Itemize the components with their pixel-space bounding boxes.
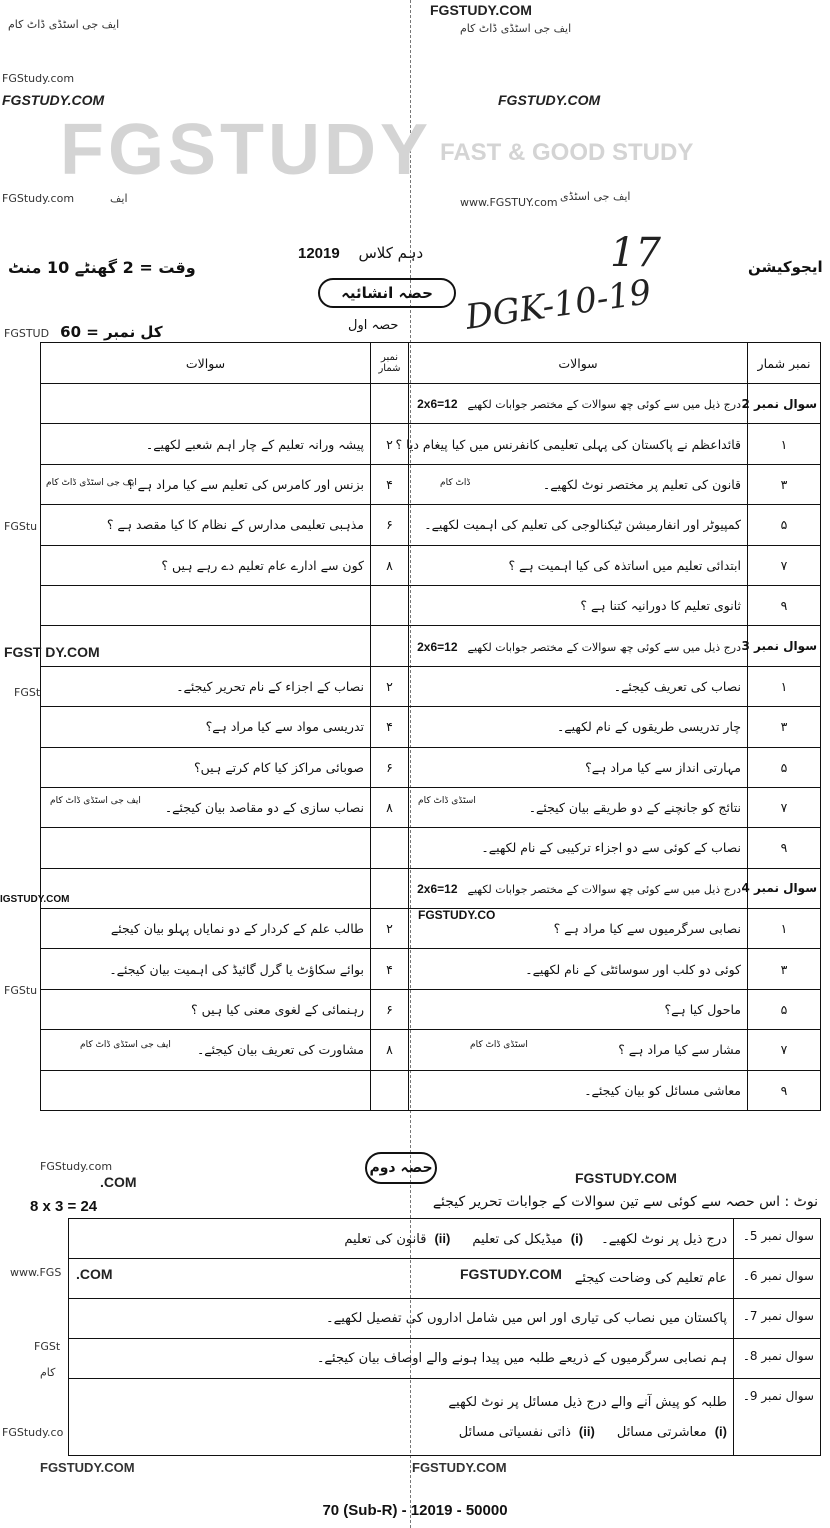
left-number-cell <box>371 868 409 908</box>
question-number: سوال نمبر 8۔ <box>734 1339 821 1379</box>
right-question-number: ۷ <box>748 545 821 585</box>
table-row <box>69 1299 821 1339</box>
watermark-text: www.FGS <box>10 1266 62 1279</box>
question-number: سوال نمبر 7۔ <box>734 1299 821 1339</box>
left-question: نصاب سازی کے دو مقاصد بیان کیجئے۔ <box>41 787 371 827</box>
left-question-cell <box>41 868 371 908</box>
watermark-text: FGSTUDY.COM <box>40 1460 135 1475</box>
table-row <box>41 585 821 625</box>
option-text: قانون کی تعلیم <box>344 1231 427 1247</box>
total-marks: FGSTUD کل نمبر = 60 <box>4 323 163 341</box>
right-question-number: ۵ <box>748 747 821 787</box>
option-number: (i) <box>570 1230 584 1246</box>
part-type-label: حصہ انشائیہ <box>318 278 456 308</box>
section-header-row <box>41 868 821 908</box>
section-instruction-cell <box>409 626 748 666</box>
question-text-cell <box>69 1219 734 1259</box>
option-number: (i) <box>714 1423 727 1439</box>
right-question: قانون کی تعلیم پر مختصر نوٹ لکھیے۔ <box>409 464 748 504</box>
subject-name: ایجوکیشن <box>748 258 823 276</box>
left-question-number: ۶ <box>371 747 409 787</box>
right-question: معاشی مسائل کو بیان کیجئے۔ <box>409 1070 748 1110</box>
question-number: سوال نمبر 9۔ <box>734 1379 821 1456</box>
section-instruction: درج ذیل میں سے کوئی چھ سوالات کے مختصر جوابات لکھیے <box>467 640 741 654</box>
handwritten-number: 17 <box>610 230 661 276</box>
left-question: بزنس اور کامرس کی تعلیم سے کیا مراد ہے ؟ <box>41 464 371 504</box>
table-row <box>41 989 821 1029</box>
left-question-number: ۲ <box>371 424 409 464</box>
right-question-number: ۳ <box>748 707 821 747</box>
right-question-number: ۹ <box>748 828 821 868</box>
right-question-number: ۹ <box>748 585 821 625</box>
watermark-text: FGSTUDY.COM <box>2 92 105 108</box>
watermark-text: اسٹڈی ڈاٹ کام <box>418 796 476 806</box>
left-question <box>41 828 371 868</box>
right-question-number: ۱ <box>748 666 821 706</box>
left-question: پیشہ ورانہ تعلیم کے چار اہم شعبے لکھیے۔ <box>41 424 371 464</box>
left-question-number <box>371 828 409 868</box>
watermark-text: FGST DY.COM <box>4 644 100 660</box>
section-header-row <box>41 626 821 666</box>
left-question: مشاورت کی تعریف بیان کیجئے۔ <box>41 1030 371 1070</box>
left-question-number: ۴ <box>371 707 409 747</box>
right-question: چار تدریسی طریقوں کے نام لکھیے۔ <box>409 707 748 747</box>
part1-questions-table <box>40 342 821 1111</box>
right-question-number: ۹ <box>748 1070 821 1110</box>
question-text-cell <box>69 1259 734 1299</box>
watermark-text: ایف جی اسٹڈی ڈاٹ کام <box>80 1040 171 1050</box>
question-text: ہم نصابی سرگرمیوں کے ذریعے طلبہ میں پیدا ہونے والے اوصاف بیان کیجئے۔ <box>316 1351 727 1366</box>
table-row <box>69 1339 821 1379</box>
watermark-text: اسٹڈی ڈاٹ کام <box>470 1040 528 1050</box>
right-question: نصاب کے کوئی سے دو اجزاء ترکیبی کے نام لکھیے۔ <box>409 828 748 868</box>
handwritten-code: DGK-10-19 <box>463 272 654 338</box>
section-instruction: درج ذیل میں سے کوئی چھ سوالات کے مختصر جوابات لکھیے <box>467 882 741 896</box>
part2-questions-table <box>68 1218 821 1456</box>
header-number-right: نمبر شمار <box>748 343 821 384</box>
section-marks: 2x6=12 <box>417 639 458 654</box>
left-question <box>41 585 371 625</box>
left-question-number: ۸ <box>371 787 409 827</box>
watermark-text: FGSTUDY.COM <box>430 2 532 18</box>
watermark-text: ڈاٹ کام <box>440 478 471 488</box>
question-text-cell <box>69 1299 734 1339</box>
table-row <box>69 1379 821 1456</box>
left-question: مذہبی تعلیمی مدارس کے نظام کا کیا مقصد ہے ؟ <box>41 505 371 545</box>
question-text: طلبہ کو پیش آنے والے درج ذیل مسائل پر نوٹ لکھیے <box>448 1394 727 1410</box>
watermark-text: ایف جی اسٹڈی ڈاٹ کام <box>46 478 137 488</box>
left-question-number: ۴ <box>371 949 409 989</box>
left-number-cell <box>371 626 409 666</box>
table-row <box>41 747 821 787</box>
right-question-number: ۱ <box>748 909 821 949</box>
watermark-text: www.FGSTUY.com <box>460 196 558 209</box>
part1-label: حصہ اول <box>348 318 399 333</box>
table-row <box>41 949 821 989</box>
section-instruction-cell <box>409 868 748 908</box>
table-row <box>41 666 821 706</box>
left-number-cell <box>371 384 409 424</box>
left-question: تدریسی مواد سے کیا مراد ہے؟ <box>41 707 371 747</box>
right-question-number: ۳ <box>748 464 821 504</box>
question-text: عام تعلیم کی وضاحت کیجئے <box>574 1271 727 1286</box>
left-question-number: ۲ <box>371 909 409 949</box>
right-question: کوئی دو کلب اور سوسائٹی کے نام لکھیے۔ <box>409 949 748 989</box>
left-question-number: ۸ <box>371 1030 409 1070</box>
watermark-text: FGSTUDY.COM <box>460 1266 562 1282</box>
right-question: مہارتی انداز سے کیا مراد ہے؟ <box>409 747 748 787</box>
option-text: معاشرتی مسائل <box>616 1424 707 1440</box>
header-questions-left: سوالات <box>41 343 371 384</box>
table-row <box>41 828 821 868</box>
right-question: قائداعظم نے پاکستان کی پہلی تعلیمی کانفرنس میں کیا پیغام دیا ؟ <box>409 424 748 464</box>
watermark-text: FGStudy.com <box>40 1160 113 1173</box>
question-text: پاکستان میں نصاب کی تیاری اور اس میں شامل اداروں کی تفصیل لکھیے۔ <box>326 1311 727 1326</box>
left-question-number <box>371 585 409 625</box>
right-question: مشار سے کیا مراد ہے ؟ <box>409 1030 748 1070</box>
right-question-number: ۷ <box>748 787 821 827</box>
watermark-text: FGSTUDY.CO <box>418 908 496 922</box>
left-question-number: ۶ <box>371 989 409 1029</box>
watermark-text: FGSTUDY.COM <box>575 1170 677 1186</box>
time-allowed: وقت = 2 گھنٹے 10 منٹ <box>8 258 196 277</box>
left-question: طالب علم کے کردار کے دو نمایاں پہلو بیان کیجئے <box>41 909 371 949</box>
section-marks: 2x6=12 <box>417 397 458 412</box>
table-row <box>69 1219 821 1259</box>
left-question-cell <box>41 384 371 424</box>
section-marks: 2x6=12 <box>417 881 458 896</box>
table-row <box>41 1070 821 1110</box>
left-question <box>41 1070 371 1110</box>
question-text-cell <box>69 1379 734 1456</box>
table-row <box>41 787 821 827</box>
right-question-number: ۵ <box>748 989 821 1029</box>
watermark-text: FGSt <box>14 686 41 699</box>
watermark-text: .COM <box>76 1266 113 1282</box>
watermark-text: .COM <box>100 1174 137 1190</box>
header-questions-right: سوالات <box>409 343 748 384</box>
watermark-slogan: FAST & GOOD STUDY <box>440 139 694 166</box>
watermark-logo: FGSTUDY <box>60 110 433 190</box>
watermark-text: ایف جی اسٹڈی ڈاٹ کام <box>460 22 572 35</box>
right-question-number: ۷ <box>748 1030 821 1070</box>
left-question-number: ۶ <box>371 505 409 545</box>
left-question-number <box>371 1070 409 1110</box>
table-header-row <box>41 343 821 384</box>
part2-marks: 8 x 3 = 24 <box>30 1198 98 1215</box>
left-question-number: ۸ <box>371 545 409 585</box>
right-question-number: ۳ <box>748 949 821 989</box>
right-question-number: ۱ <box>748 424 821 464</box>
section-label: سوال نمبر 2 <box>748 384 821 424</box>
part2-note: نوٹ : اس حصہ سے کوئی سے تین سوالات کے جوابات تحریر کیجئے <box>432 1194 818 1210</box>
left-question: کون سے ادارے عام تعلیم دے رہے ہیں ؟ <box>41 545 371 585</box>
watermark-text: FGSt <box>34 1340 61 1353</box>
watermark-text: IGSTUDY.COM <box>0 894 70 905</box>
paper-code: 12019 <box>298 245 340 262</box>
table-row <box>41 464 821 504</box>
left-question: بوائے سکاؤٹ یا گرل گائیڈ کی اہمیت بیان کیجئے۔ <box>41 949 371 989</box>
question-text: درج ذیل پر نوٹ لکھیے۔ <box>601 1231 727 1247</box>
option-number: (ii) <box>578 1423 595 1439</box>
right-question: ماحول کیا ہے؟ <box>409 989 748 1029</box>
watermark-text: ایف جی اسٹڈی <box>560 190 631 203</box>
header-number-left: نمبر شمار <box>371 343 409 384</box>
question-options <box>344 1232 583 1247</box>
left-question: نصاب کے اجزاء کے نام تحریر کیجئے۔ <box>41 666 371 706</box>
right-question: نصابی سرگرمیوں سے کیا مراد ہے ؟ <box>409 909 748 949</box>
question-number: سوال نمبر 5۔ <box>734 1219 821 1259</box>
watermark-text: FGSTUDY.COM <box>412 1460 507 1475</box>
left-question: صوبائی مراکز کیا کام کرتے ہیں؟ <box>41 747 371 787</box>
right-question: ثانوی تعلیم کا دورانیہ کتنا ہے ؟ <box>409 585 748 625</box>
watermark-text: ایف جی اسٹڈی ڈاٹ کام <box>50 796 141 806</box>
watermark-text: FGStudy.com <box>2 192 75 205</box>
table-row <box>41 545 821 585</box>
option-text: ذاتی نفسیاتی مسائل <box>458 1424 571 1440</box>
watermark-text: FGStu <box>4 520 38 533</box>
table-row <box>41 424 821 464</box>
section-instruction: درج ذیل میں سے کوئی چھ سوالات کے مختصر جوابات لکھیے <box>467 398 741 412</box>
option-text: میڈیکل کی تعلیم <box>472 1231 563 1247</box>
watermark-text: ایف جی اسٹڈی ڈاٹ کام <box>8 18 120 31</box>
section-header-row <box>41 384 821 424</box>
right-question-number: ۵ <box>748 505 821 545</box>
option-number: (ii) <box>434 1230 451 1246</box>
left-question-number: ۲ <box>371 666 409 706</box>
watermark-text: FGSTUDY.COM <box>498 92 601 108</box>
right-question: کمپیوٹر اور انفارمیشن ٹیکنالوجی کی تعلیم کی اہمیت لکھیے۔ <box>409 505 748 545</box>
watermark-text: FGStudy.com <box>2 72 75 85</box>
part2-label: حصہ دوم <box>365 1152 437 1184</box>
watermark-text: FGStu <box>4 984 38 997</box>
watermark-text: ایف <box>110 192 128 205</box>
table-row <box>41 707 821 747</box>
left-question-number: ۴ <box>371 464 409 504</box>
left-question: رہنمائی کے لغوی معنی کیا ہیں ؟ <box>41 989 371 1029</box>
right-question: نصاب کی تعریف کیجئے۔ <box>409 666 748 706</box>
paper-footer-code: 70 (Sub-R) - 12019 - 50000 <box>322 1502 508 1519</box>
section-label: سوال نمبر 4 <box>748 868 821 908</box>
watermark-text: FGSTUD <box>4 327 50 340</box>
table-row <box>69 1259 821 1299</box>
right-question: نتائج کو جانچنے کے دو طریقے بیان کیجئے۔ <box>409 787 748 827</box>
class-label: دہم کلاس <box>358 244 424 262</box>
table-row <box>41 505 821 545</box>
watermark-text: کام <box>40 1366 56 1379</box>
question-text-cell <box>69 1339 734 1379</box>
section-label: سوال نمبر 3 <box>748 626 821 666</box>
watermark-text: FGStudy.co <box>2 1426 64 1439</box>
section-instruction-cell <box>409 384 748 424</box>
question-number: سوال نمبر 6۔ <box>734 1259 821 1299</box>
class-info <box>298 244 423 262</box>
right-question: ابتدائی تعلیم میں اساتذہ کی کیا اہمیت ہے ؟ <box>409 545 748 585</box>
question-options <box>75 1424 727 1440</box>
